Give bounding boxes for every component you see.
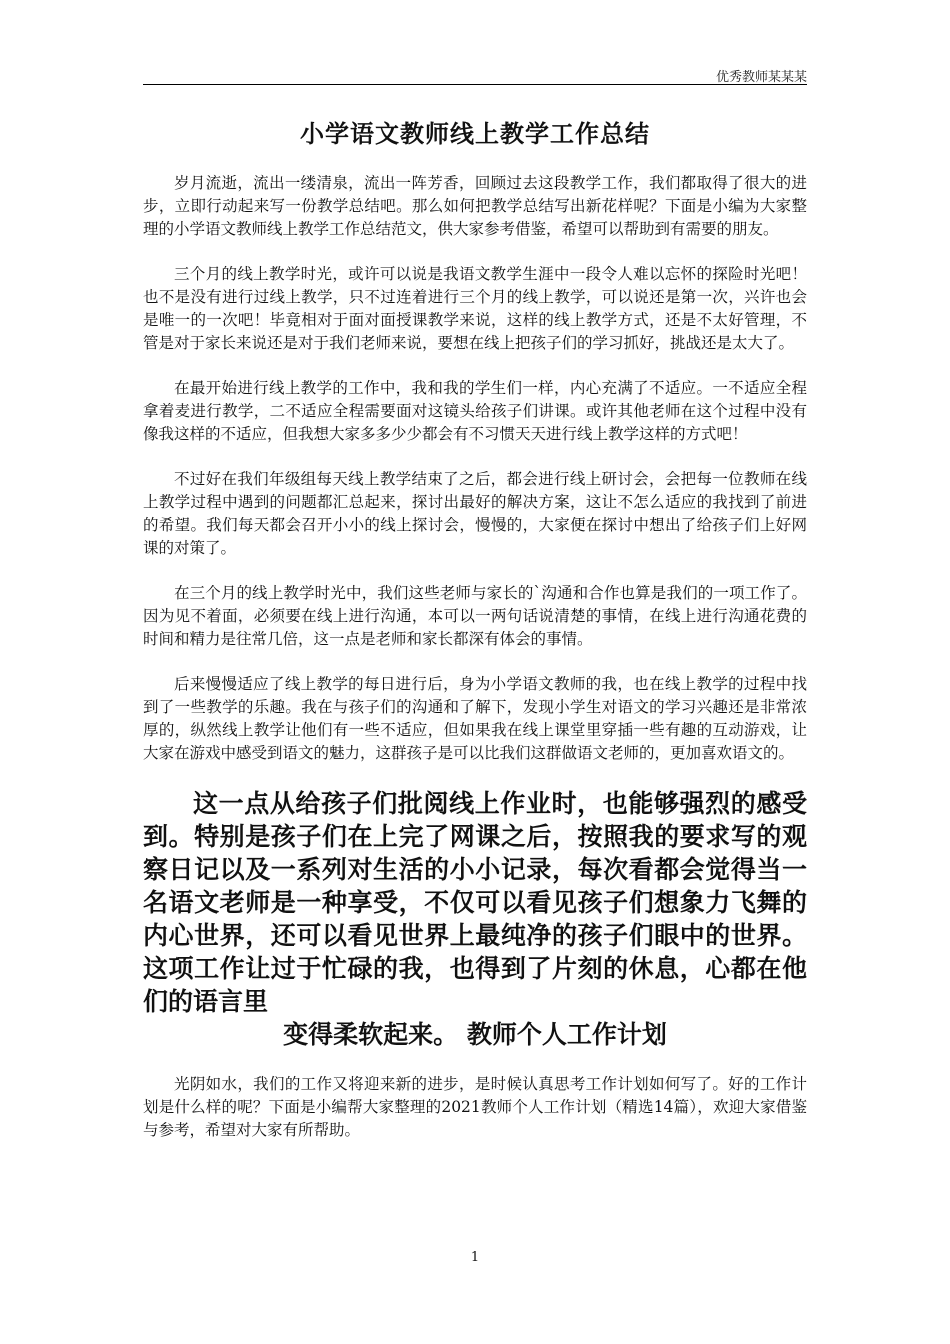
header-author: 优秀教师某某某 bbox=[715, 70, 807, 85]
paragraph: 光阴如水，我们的工作又将迎来新的进步，是时候认真思考工作计划如何写了。好的工作计划是什么样的呢？下面是小编帮大家整理的2021教师个人工作计划（精选14篇），欢迎大家借鉴与参考，希望对大家有所帮助。 bbox=[143, 1075, 807, 1139]
paragraph: 在三个月的线上教学时光中，我们这些老师与家长的`沟通和合作也算是我们的一项工作了。因为见不着面，必须要在线上进行沟通，本可以一两句话说清楚的事情，在线上进行沟通花费的时间和精力是往常几倍，这一点是老师和家长都深有体会的事情。 bbox=[143, 584, 807, 648]
paragraph: 三个月的线上教学时光，或许可以说是我语文教学生涯中一段令人难以忘怀的探险时光吧！也不是没有进行过线上教学，只不过连着进行三个月的线上教学，可以说还是第一次，兴许也会是唯一的一次吧！毕竟相对于面对面授课教学来说，这样的线上教学方式，还是不太好管理，不管是对于家长来说还是对于我们老师来说，要想在线上把孩子们的学习抓好，挑战还是太大了。 bbox=[143, 265, 807, 352]
document-body bbox=[143, 172, 807, 1164]
emphasized-text: 这一点从给孩子们批阅线上作业时，也能够强烈的感受到。特别是孩子们在上完了网课之后，按照我的要求写的观察日记以及一系列对生活的小小记录，每次看都会觉得当一名语文老师是一种享受，不仅可以看见孩子们想象力飞舞的内心世界，还可以看见世界上最纯净的孩子们眼中的世界。这项工作让过于忙碌的我，也得到了片刻的休息，心都在他们的语言里 bbox=[143, 789, 807, 1016]
emphasized-tail: 变得柔软起来。 教师个人工作计划 bbox=[283, 1020, 667, 1049]
paragraph: 后来慢慢适应了线上教学的每日进行后，身为小学语文教师的我，也在线上教学的过程中找到了一些教学的乐趣。我在与孩子们的沟通和了解下，发现小学生对语文的学习兴趣还是非常浓厚的，纵然线上教学让他们有一些不适应，但如果我在线上课堂里穿插一些有趣的互动游戏，让大家在游戏中感受到语文的魅力，这群孩子是可以比我们这群做语文老师的，更加喜欢语文的。 bbox=[143, 675, 807, 762]
paragraph: 在最开始进行线上教学的工作中，我和我的学生们一样，内心充满了不适应。一不适应全程拿着麦进行教学，二不适应全程需要面对这镜头给孩子们讲课。或许其他老师在这个过程中没有像我这样的不适应，但我想大家多多少少都会有不习惯天天进行线上教学这样的方式吧！ bbox=[143, 379, 807, 443]
emphasized-paragraph bbox=[143, 787, 807, 1051]
document-title: 小学语文教师线上教学工作总结 bbox=[300, 119, 650, 148]
paragraph: 岁月流逝，流出一缕清泉，流出一阵芳香，回顾过去这段教学工作，我们都取得了很大的进步，立即行动起来写一份教学总结吧。那么如何把教学总结写出新花样呢？下面是小编为大家整理的小学语文教师线上教学工作总结范文，供大家参考借鉴，希望可以帮助到有需要的朋友。 bbox=[143, 174, 807, 238]
page-number: 1 bbox=[470, 1250, 480, 1265]
header-divider bbox=[143, 84, 807, 85]
paragraph: 不过好在我们年级组每天线上教学结束了之后，都会进行线上研讨会，会把每一位教师在线上教学过程中遇到的问题都汇总起来，探讨出最好的解决方案，这让不怎么适应的我找到了前进的希望。我们每天都会召开小小的线上探讨会，慢慢的，大家便在探讨中想出了给孩子们上好网课的对策了。 bbox=[143, 470, 807, 557]
